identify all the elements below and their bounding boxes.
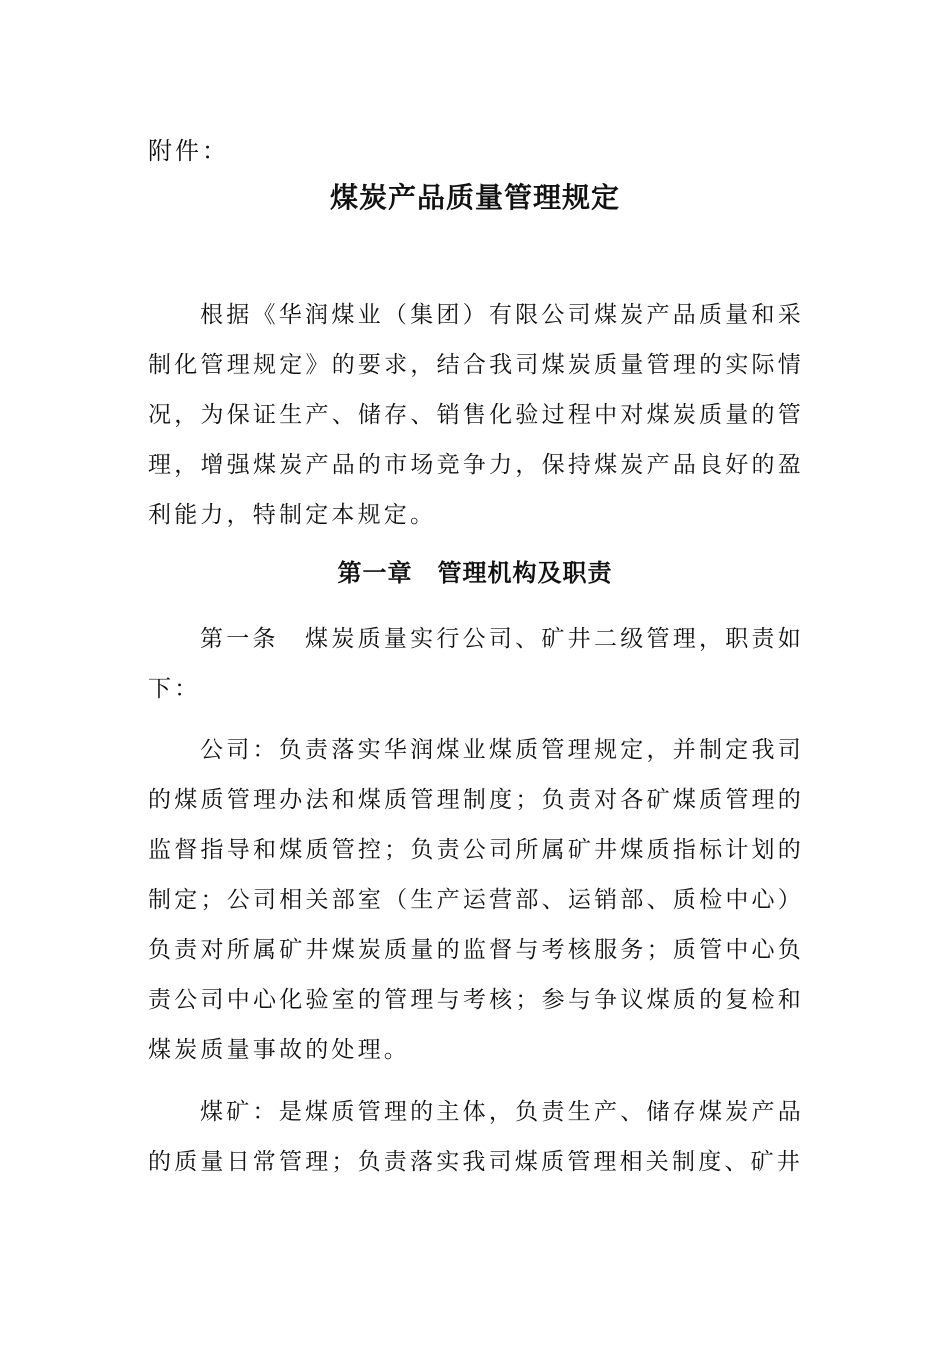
intro-paragraph: 根据《华润煤业（集团）有限公司煤炭产品质量和采制化管理规定》的要求，结合我司煤炭质量管理的实际情况，为保证生产、储存、销售化验过程中对煤炭质量的管理，增强煤炭产品的市场竞争力，保持煤炭产品良好的盈利能力，特制定本规定。 xyxy=(148,302,804,528)
article-1-paragraph: 第一条 煤炭质量实行公司、矿井二级管理，职责如下： xyxy=(148,626,804,702)
mine-duties-paragraph: 煤矿：是煤质管理的主体，负责生产、储存煤炭产品的质量日常管理；负责落实我司煤质管理相关制度、矿井 xyxy=(148,1099,804,1175)
chapter-heading: 第一章 管理机构及职责 xyxy=(337,559,613,587)
company-duties-paragraph: 公司：负责落实华润煤业煤质管理规定，并制定我司的煤质管理办法和煤质管理制度；负责对各矿煤质管理的监督指导和煤质管控；负责公司所属矿井煤质指标计划的制定；公司相关部室（生产运营部、运销部、质检中心）负责对所属矿井煤炭质量的监督与考核服务；质管中心负责公司中心化验室的管理与考核；参与争议煤质的复检和煤炭质量事故的处理。 xyxy=(148,737,804,1063)
document-title: 煤炭产品质量管理规定 xyxy=(329,181,620,214)
attachment-label: 附件： xyxy=(148,137,229,165)
